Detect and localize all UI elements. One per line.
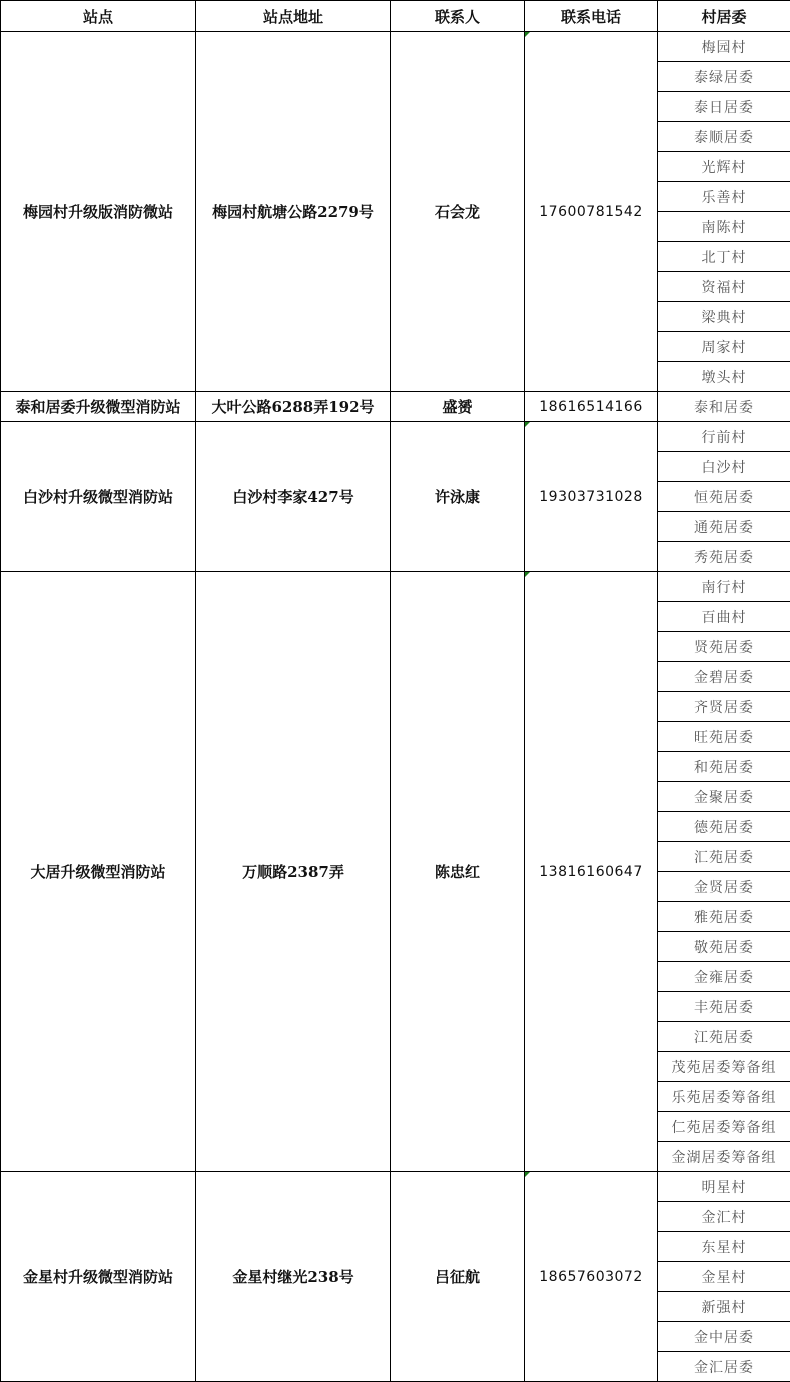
committee-cell: 旺苑居委 — [658, 722, 790, 752]
committee-cell: 茂苑居委筹备组 — [658, 1052, 790, 1082]
header-station: 站点 — [1, 1, 196, 32]
committee-cell: 泰顺居委 — [658, 122, 790, 152]
table-row — [1, 1172, 790, 1202]
committee-cell: 光辉村 — [658, 152, 790, 182]
station-name-cell: 白沙村升级微型消防站 — [1, 422, 196, 572]
cell-comment-marker-icon — [525, 32, 530, 37]
table-row — [1, 32, 790, 62]
committee-cell: 金聚居委 — [658, 782, 790, 812]
committee-cell: 墩头村 — [658, 362, 790, 392]
station-name-cell: 梅园村升级版消防微站 — [1, 32, 196, 392]
station-address-cell: 白沙村李家427号 — [196, 422, 391, 572]
table-row — [1, 572, 790, 602]
station-address-cell: 万顺路2387弄 — [196, 572, 391, 1172]
station-name-cell: 金星村升级微型消防站 — [1, 1172, 196, 1382]
station-name-cell: 泰和居委升级微型消防站 — [1, 392, 196, 422]
committee-cell: 金湖居委筹备组 — [658, 1142, 790, 1172]
phone-number: 18616514166 — [539, 399, 642, 415]
cell-comment-marker-icon — [525, 1172, 530, 1177]
committee-cell: 雅苑居委 — [658, 902, 790, 932]
committee-cell: 泰和居委 — [658, 392, 790, 422]
committee-cell: 梁典村 — [658, 302, 790, 332]
committee-cell: 新强村 — [658, 1292, 790, 1322]
committee-cell: 南行村 — [658, 572, 790, 602]
committee-cell: 行前村 — [658, 422, 790, 452]
committee-cell: 金雍居委 — [658, 962, 790, 992]
phone-number: 18657603072 — [539, 1269, 642, 1285]
committee-cell: 北丁村 — [658, 242, 790, 272]
committee-cell: 百曲村 — [658, 602, 790, 632]
committee-cell: 江苑居委 — [658, 1022, 790, 1052]
station-address-cell: 梅园村航塘公路2279号 — [196, 32, 391, 392]
header-address: 站点地址 — [196, 1, 391, 32]
committee-cell: 乐苑居委筹备组 — [658, 1082, 790, 1112]
table-row — [1, 422, 790, 452]
station-address-cell: 大叶公路6288弄192号 — [196, 392, 391, 422]
committee-cell: 泰日居委 — [658, 92, 790, 122]
contact-person-cell: 石会龙 — [391, 32, 525, 392]
header-row — [1, 1, 790, 32]
contact-person-cell: 盛赟 — [391, 392, 525, 422]
committee-cell: 金碧居委 — [658, 662, 790, 692]
phone-number: 17600781542 — [539, 204, 642, 220]
committee-cell: 金汇村 — [658, 1202, 790, 1232]
phone-number: 19303731028 — [539, 489, 642, 505]
committee-cell: 金中居委 — [658, 1322, 790, 1352]
phone-cell — [525, 572, 658, 1172]
contact-person-cell: 许泳康 — [391, 422, 525, 572]
committee-cell: 白沙村 — [658, 452, 790, 482]
contact-person-cell: 陈忠红 — [391, 572, 525, 1172]
phone-cell — [525, 422, 658, 572]
committee-cell: 敬苑居委 — [658, 932, 790, 962]
committee-cell: 仁苑居委筹备组 — [658, 1112, 790, 1142]
cell-comment-marker-icon — [525, 572, 530, 577]
committee-cell: 南陈村 — [658, 212, 790, 242]
committee-cell: 通苑居委 — [658, 512, 790, 542]
committee-cell: 秀苑居委 — [658, 542, 790, 572]
committee-cell: 资福村 — [658, 272, 790, 302]
committee-cell: 金汇居委 — [658, 1352, 790, 1382]
table-body — [1, 32, 790, 1382]
committee-cell: 齐贤居委 — [658, 692, 790, 722]
committee-cell: 金星村 — [658, 1262, 790, 1292]
station-name-cell: 大居升级微型消防站 — [1, 572, 196, 1172]
cell-comment-marker-icon — [525, 422, 530, 427]
committee-cell: 金贤居委 — [658, 872, 790, 902]
header-phone: 联系电话 — [525, 1, 658, 32]
committee-cell: 梅园村 — [658, 32, 790, 62]
phone-cell — [525, 32, 658, 392]
committee-cell: 周家村 — [658, 332, 790, 362]
committee-cell: 贤苑居委 — [658, 632, 790, 662]
phone-cell — [525, 392, 658, 422]
committee-cell: 乐善村 — [658, 182, 790, 212]
committee-cell: 明星村 — [658, 1172, 790, 1202]
committee-cell: 泰绿居委 — [658, 62, 790, 92]
committee-cell: 和苑居委 — [658, 752, 790, 782]
phone-cell — [525, 1172, 658, 1382]
committee-cell: 汇苑居委 — [658, 842, 790, 872]
station-address-cell: 金星村继光238号 — [196, 1172, 391, 1382]
contact-person-cell: 吕征航 — [391, 1172, 525, 1382]
header-committees: 村居委 — [658, 1, 790, 32]
table-row — [1, 392, 790, 422]
phone-number: 13816160647 — [539, 864, 642, 880]
header-contact: 联系人 — [391, 1, 525, 32]
committee-cell: 德苑居委 — [658, 812, 790, 842]
committee-cell: 丰苑居委 — [658, 992, 790, 1022]
committee-cell: 恒苑居委 — [658, 482, 790, 512]
committee-cell: 东星村 — [658, 1232, 790, 1262]
